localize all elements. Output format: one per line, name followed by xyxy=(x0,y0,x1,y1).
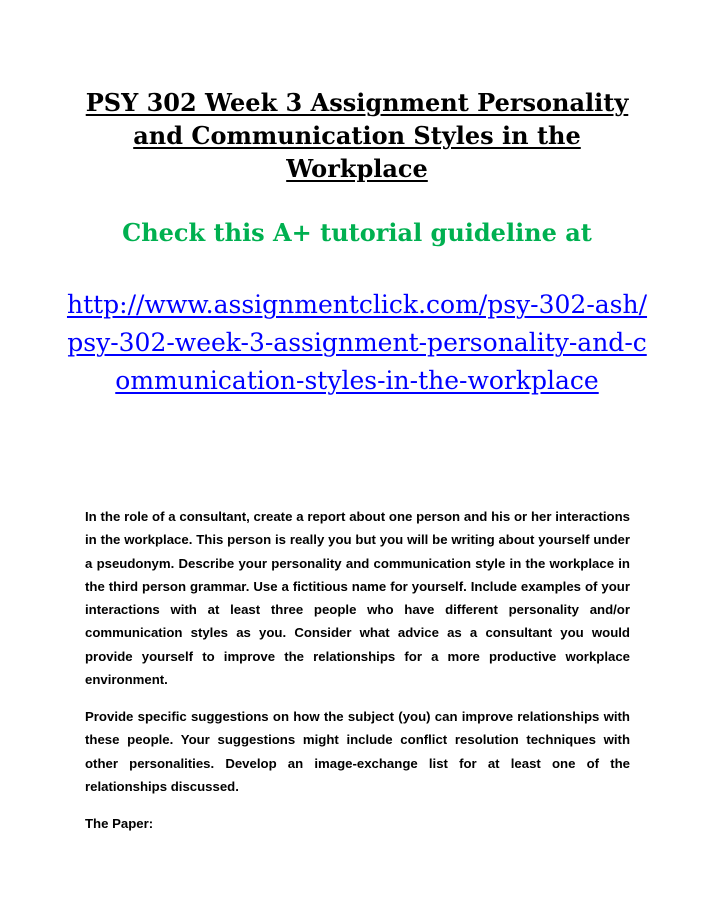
tutorial-subtitle: Check this A+ tutorial guideline at xyxy=(122,218,592,247)
section-label-the-paper: The Paper: xyxy=(85,816,154,831)
assignment-paragraph-2: Provide specific suggestions on how the subject (you) can improve relationships with these people. Your suggestions might include conflict resolution techniques with other personalities. Develop an image-exchange list for at least one of the relationships discussed. xyxy=(85,709,630,794)
document-title: PSY 302 Week 3 Assignment Personality and Communication Styles in the Workplace xyxy=(85,88,629,183)
assignment-paragraph-1: In the role of a consultant, create a report about one person and his or her interactions in the workplace. This person is really you but you will be writing about yourself under a pseudonym. Describe your personality and communication style in the workplace in the third person grammar. Use a fictitious name for yourself. Include examples of your interactions with at least three people who have different personality and/or communication styles as you. Consider what advice as a consultant you would provide yourself to improve the relationships for a more productive workplace environment. xyxy=(85,509,630,688)
tutorial-link[interactable]: http://www.assignmentclick.com/psy-302-ash/psy-302-week-3-assignment-personality-and-communication-styles-in-the-workplace xyxy=(66,290,648,395)
